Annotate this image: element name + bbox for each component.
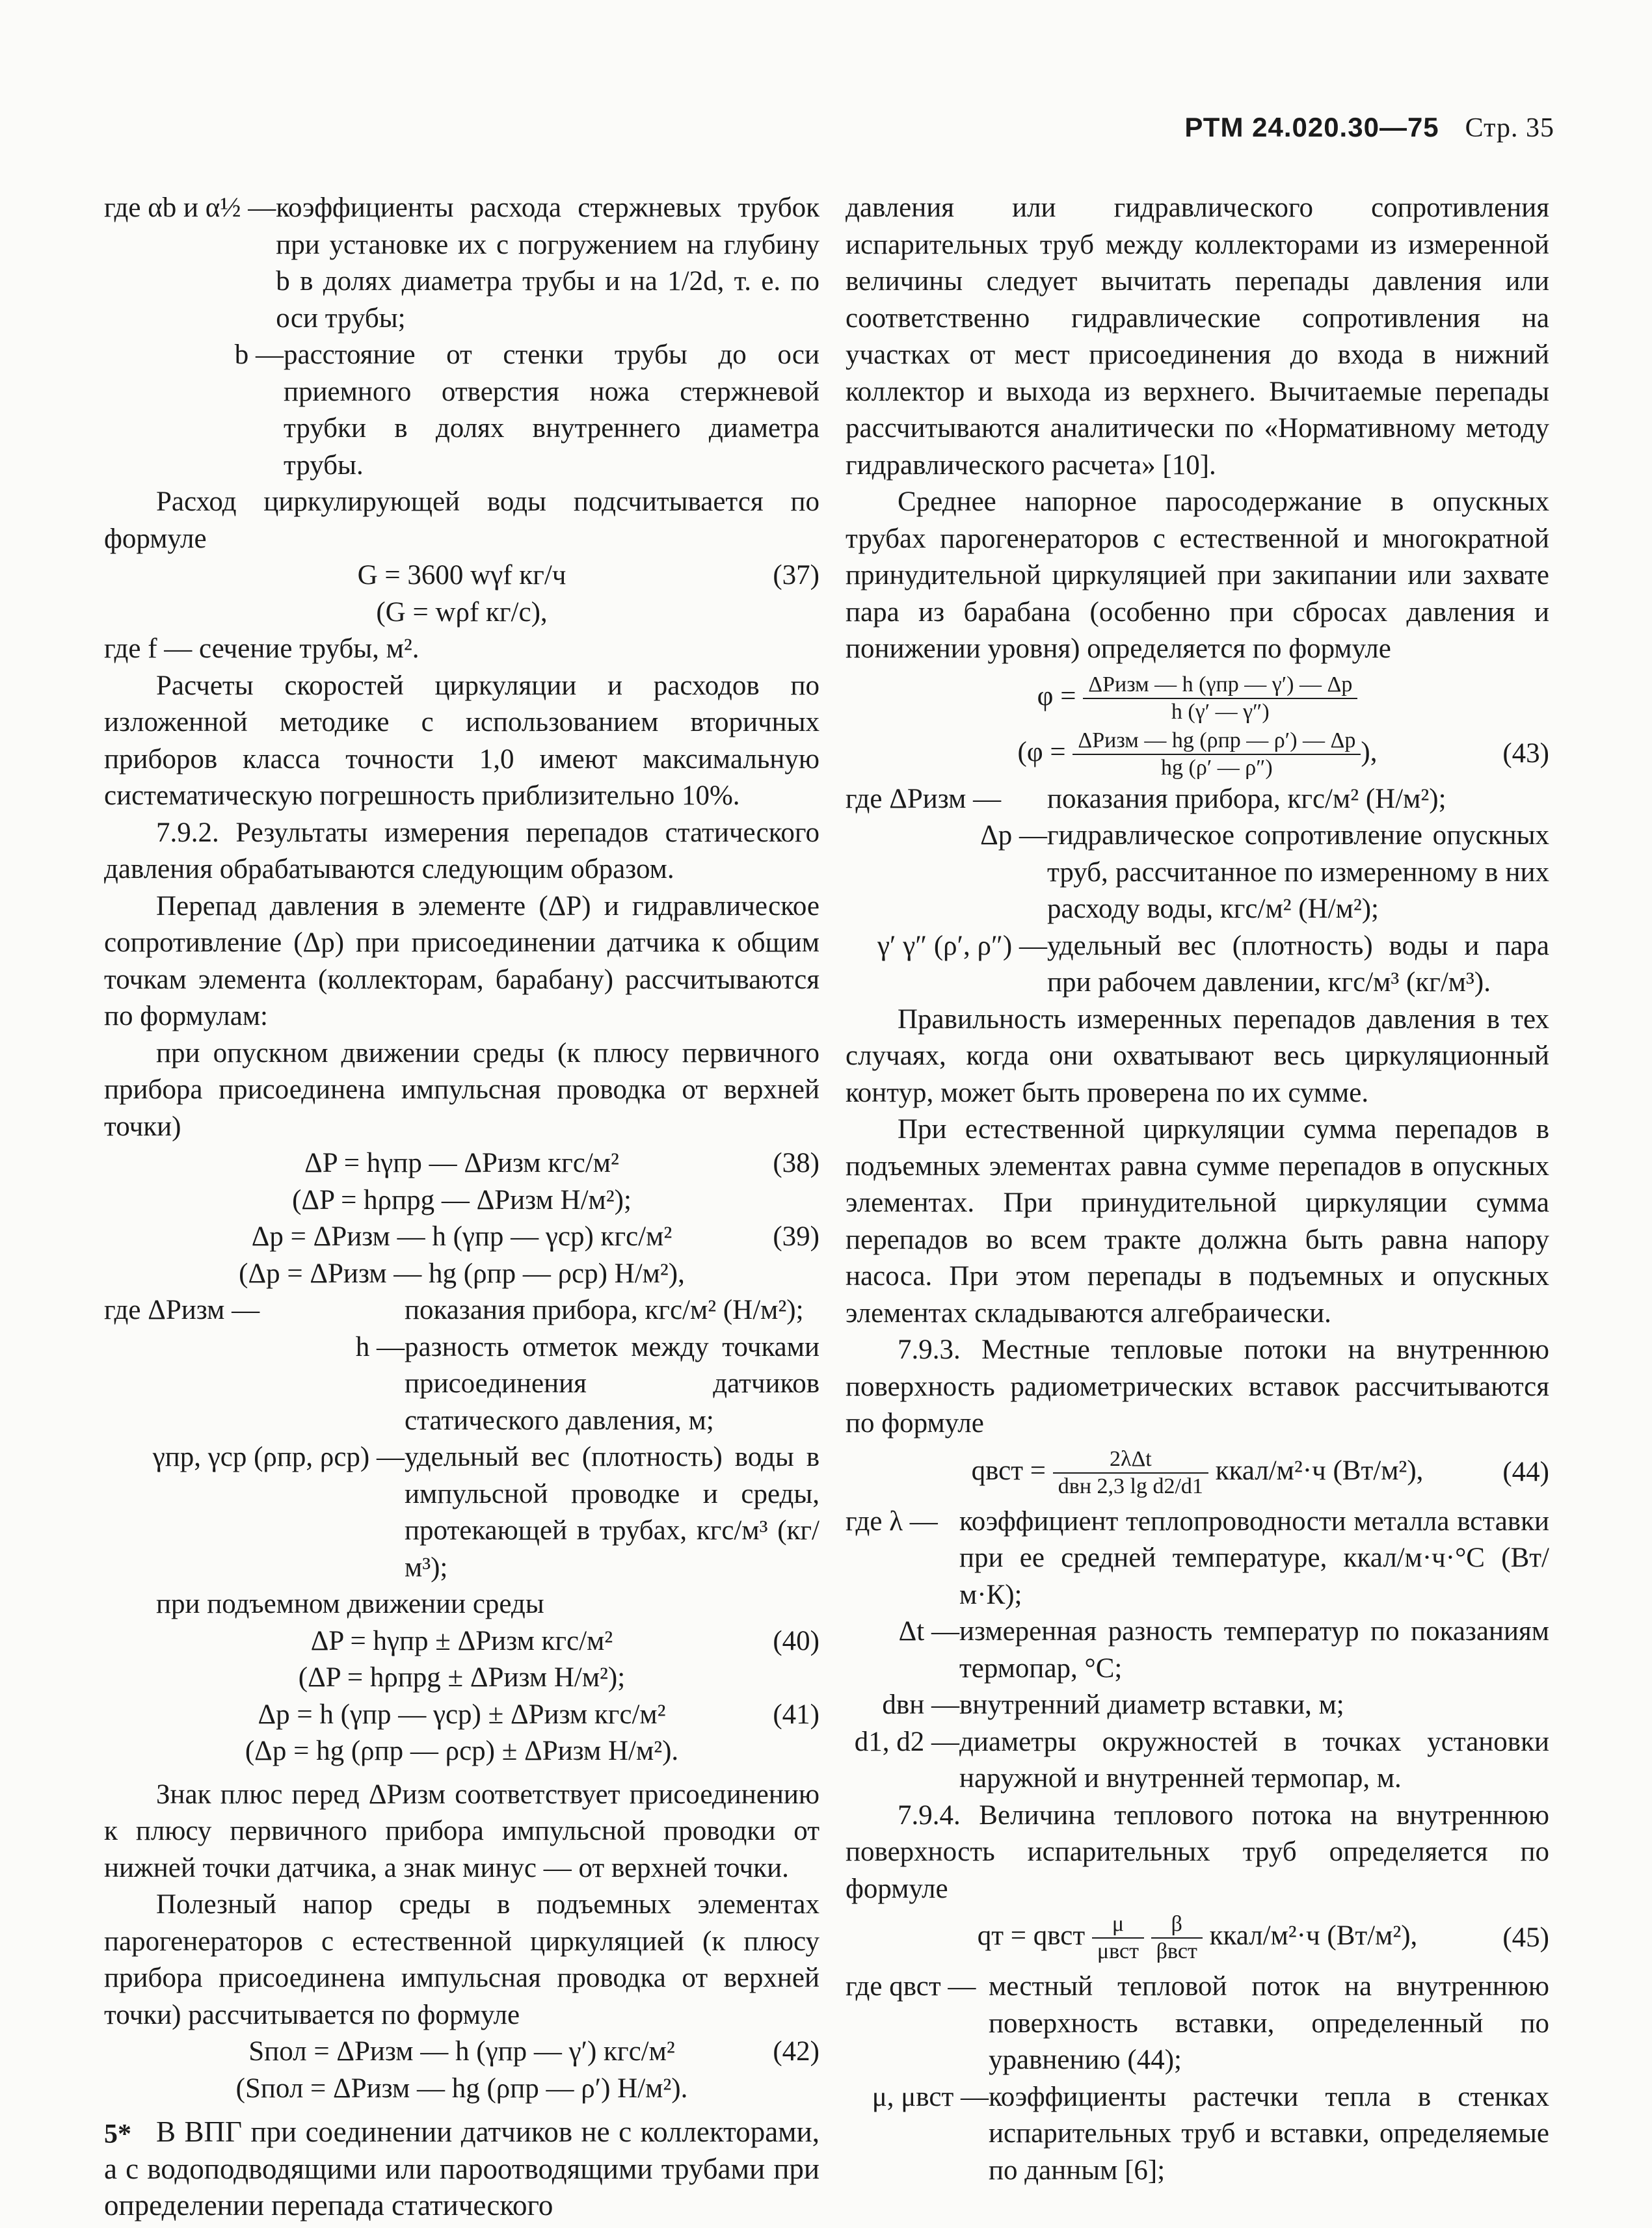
definition-text: местный тепловой поток на внутреннюю поверхность вставки, определенный по уравнению (44); (989, 1971, 1549, 2075)
paragraph: при опускном движении среды (к плюсу первичного прибора присоединена импульсная проводка от верхней точки) (104, 1037, 819, 1142)
definition-term: Δt — (898, 1616, 959, 1647)
paragraph: Расчеты скоростей циркуляции и расходов по изложенной методике с использованием вторичных приборов класса точности 1,0 имеют максимальную систематическую погрешность приблизительно 10%. (104, 670, 819, 811)
fraction-denominator: μвст (1097, 1939, 1139, 1963)
formula-number: (42) (773, 2036, 819, 2067)
definition (104, 1292, 819, 1329)
definition-text: удельный вес (плотность) воды в импульсной проводке и среды, протекающей в трубах, кгс/м³ (кг/м³); (405, 1442, 819, 1583)
paragraph: где f — сечение трубы, м². (104, 633, 420, 664)
paragraph: давления или гидравлического сопротивления испарительных труб между коллекторами из измеренной величины следует вычитать перепады давления или соответственно гидравлические сопротивления на участках от мест присоединения до входа в нижний коллектор и выхода из верхнего. Вычитаемые перепады рассчитываются аналитически по «Нормативному методу гидравлического расчета» [10]. (846, 192, 1549, 481)
formula-rhs: ккал/м²·ч (Вт/м²), (1202, 1920, 1418, 1951)
definition (104, 190, 819, 337)
formula-text: Δp = ΔPизм — h (γпр — γср) кгс/м² (251, 1221, 673, 1252)
formula-text: (ΔP = hρпрg ± ΔPизм Н/м²); (298, 1662, 626, 1693)
definition-term: где ΔPизм — (846, 783, 1002, 814)
formula-text: (ΔP = hρпрg — ΔPизм Н/м²); (292, 1184, 632, 1215)
formula-45 (846, 1911, 1549, 1965)
definition (104, 1329, 819, 1440)
formula-text: ΔP = hγпр ± ΔPизм кгс/м² (310, 1625, 613, 1656)
formula-37 (104, 557, 819, 594)
fraction (1072, 728, 1361, 781)
definition-term: где ΔPизм — (104, 1295, 260, 1325)
paragraph: 7.9.2. Результаты измерения перепадов статического давления обрабатываются следующим образом. (104, 817, 819, 884)
definition-text: диаметры окружностей в точках установки наружной и внутренней термопар, м. (959, 1726, 1549, 1794)
fraction (1083, 672, 1357, 725)
fraction (1092, 1911, 1144, 1965)
definition (846, 1687, 1549, 1724)
fraction-numerator: μ (1092, 1911, 1144, 1939)
definition (846, 1724, 1549, 1797)
formula-number: (43) (1502, 738, 1549, 769)
left-column (104, 190, 819, 2224)
definition-term: b — (234, 339, 284, 370)
formula-text: Sпол = ΔPизм — h (γпр — γ′) кгс/м² (248, 2036, 675, 2067)
definition (846, 928, 1549, 1001)
paragraph: 7.9.3. Местные тепловые потоки на внутреннюю поверхность радиометрических вставок рассчитываются по формуле (846, 1334, 1549, 1439)
fraction-numerator: 2λΔt (1053, 1446, 1208, 1474)
definition-term: Δp — (980, 820, 1047, 851)
formula-text: (Δp = ΔPизм — hg (ρпр — ρср) Н/м²), (239, 1258, 685, 1289)
document-code: РТМ 24.020.30—75 (1184, 112, 1439, 142)
definition (104, 1439, 819, 1586)
page-number: Стр. 35 (1465, 113, 1554, 143)
formula-lhs: qт = qвст (977, 1920, 1086, 1951)
paragraph: Среднее напорное паросодержание в опускных трубах парогенераторов с естественной и многократной принудительной циркуляцией при закипании или захвате пара из барабана (особенно при сбросах давления и понижении уровня) определяется по формуле (846, 486, 1549, 664)
formula-43 (846, 672, 1549, 725)
paragraph: Полезный напор среды в подъемных элементах парогенераторов с естественной циркуляцией (к плюсу прибора присоединена импульсная проводка от верхней точки) рассчитывается по формуле (104, 1889, 819, 2030)
definition-term: h — (355, 1331, 405, 1362)
definition-term: dвн — (882, 1690, 959, 1720)
formula-number: (41) (773, 1699, 819, 1730)
definition-term: где λ — (846, 1505, 938, 1537)
paragraph: 7.9.4. Величина теплового потока на внутреннюю поверхность испарительных труб определяется по формуле (846, 1799, 1549, 1904)
definition-text: разность отметок между точками присоединения датчиков статического давления, м; (405, 1331, 819, 1436)
paragraph: Перепад давления в элементе (ΔP) и гидравлическое сопротивление (Δp) при присоединении датчика к общим точкам элемента (коллекторам, барабану) рассчитываются по формулам: (104, 890, 819, 1031)
definition-text: расстояние от стенки трубы до оси приемного отверстия ножа стержневой трубки в долях внутреннего диаметра трубы. (284, 339, 819, 481)
formula-number: (45) (1502, 1922, 1549, 1953)
formula-40-si (104, 1660, 819, 1697)
formula-44 (846, 1446, 1549, 1500)
definition-term: μ, μвст — (872, 2081, 989, 2112)
page-header (1184, 112, 1554, 144)
fraction (1053, 1446, 1208, 1500)
formula-38-si (104, 1182, 819, 1219)
fraction-numerator: ΔPизм — h (γпр — γ′) — Δp (1083, 672, 1357, 699)
formula-number: (39) (773, 1221, 819, 1252)
definition-text: удельный вес (плотность) воды и пара при рабочем давлении, кгс/м³ (кг/м³). (1047, 930, 1549, 998)
formula-39 (104, 1219, 819, 1256)
paragraph: при подъемном движении среды (156, 1589, 544, 1619)
definition-text: измеренная разность температур по показаниям термопар, °C; (959, 1616, 1549, 1684)
definition-term: где qвст — (846, 1971, 976, 2002)
formula-38 (104, 1145, 819, 1182)
formula-number: (38) (773, 1148, 819, 1178)
definition (846, 1969, 1549, 2079)
definition-text: коэффициент теплопроводности металла вставки при ее средней температуре, ккал/м·ч·°C (Вт/м·К); (959, 1505, 1549, 1610)
fraction-numerator: β (1151, 1911, 1203, 1939)
formula-text: Δp = h (γпр — γср) ± ΔPизм кгс/м² (258, 1699, 666, 1730)
paragraph: Расход циркулирующей воды подсчитывается по формуле (104, 486, 819, 554)
formula-text: (Δp = hg (ρпр — ρср) ± ΔPизм Н/м²). (245, 1736, 679, 1766)
paragraph: При естественной циркуляции сумма перепадов в подъемных элементах равна сумме перепадов в опускных элементах. При принудительной циркуляции сумма перепадов во всем тракте должна быть равна напору насоса. При этом перепады в подъемных и опускных элементах складываются алгебраически. (846, 1114, 1549, 1329)
fraction-denominator: hg (ρ′ — ρ″) (1161, 755, 1273, 780)
fraction-denominator: βвст (1156, 1939, 1197, 1963)
paragraph: В ВПГ при соединении датчиков не с коллекторами, а с водоподводящими или пароотводящими трубами при определении перепада статического (104, 2115, 819, 2221)
formula-rhs: ккал/м²·ч (Вт/м²), (1208, 1455, 1424, 1486)
formula-text: ΔP = hγпр — ΔPизм кгс/м² (304, 1148, 619, 1178)
formula-lhs: qвст = (971, 1455, 1046, 1486)
formula-lhs: (φ = (1017, 736, 1066, 767)
formula-39-si (104, 1256, 819, 1293)
signature-mark: 5* (104, 2119, 131, 2149)
formula-37-si (104, 594, 819, 631)
definition-text: показания прибора, кгс/м² (Н/м²); (1047, 783, 1446, 814)
right-column (846, 190, 1549, 2189)
fraction (1151, 1911, 1203, 1965)
definition-term: где αb и α½ — (104, 192, 276, 223)
definition-text: коэффициенты расхода стержневых трубок при установке их с погружением на глубину b в долях диаметра трубы и на 1/2d, т. е. по оси трубы; (276, 192, 819, 334)
paragraph: Правильность измеренных перепадов давления в тех случаях, когда они охватывают весь циркуляционный контур, может быть проверена по их сумме. (846, 1003, 1549, 1108)
formula-43-si (846, 728, 1549, 781)
formula-41-si (104, 1733, 819, 1770)
fraction-denominator: dвн 2,3 lg d2/d1 (1058, 1474, 1203, 1498)
fraction-denominator: h (γ′ — γ″) (1171, 699, 1270, 724)
formula-text: (G = wρf кг/с), (376, 596, 548, 628)
formula-lhs: φ = (1037, 680, 1076, 711)
fraction-numerator: ΔPизм — hg (ρпр — ρ′) — Δp (1072, 728, 1361, 755)
definition (846, 1504, 1549, 1614)
formula-42 (104, 2034, 819, 2071)
definition-text: коэффициенты растечки тепла в стенках испарительных труб и вставки, определяемые по данным [6]; (989, 2081, 1549, 2186)
definition-term: γ′ γ″ (ρ′, ρ″) — (877, 930, 1047, 961)
definition (846, 2079, 1549, 2190)
formula-text: G = 3600 wγf кг/ч (357, 560, 566, 590)
formula-42-si (104, 2071, 819, 2108)
definition-text: гидравлическое сопротивление опускных труб, рассчитанное по измеренному в них расходу воды, кгс/м² (Н/м²); (1047, 820, 1549, 924)
definition (104, 337, 819, 484)
definition (846, 781, 1549, 818)
paragraph: Знак плюс перед ΔPизм соответствует присоединению к плюсу первичного прибора импульсной проводки от нижней точки датчика, а знак минус — от верхней точки. (104, 1779, 819, 1883)
formula-text: (Sпол = ΔPизм — hg (ρпр — ρ′) Н/м²). (235, 2073, 688, 2104)
definition (846, 817, 1549, 928)
formula-rhs: ), (1361, 736, 1378, 767)
definition-text: внутренний диаметр вставки, м; (959, 1690, 1344, 1720)
formula-number: (44) (1502, 1457, 1549, 1488)
formula-41 (104, 1697, 819, 1734)
formula-40 (104, 1623, 819, 1660)
definition (846, 1613, 1549, 1687)
formula-number: (40) (773, 1625, 819, 1656)
formula-number: (37) (773, 560, 819, 590)
definition-term: d1, d2 — (854, 1726, 959, 1757)
definition-term: γпр, γср (ρпр, ρср) — (152, 1442, 405, 1472)
definition-text: показания прибора, кгс/м² (Н/м²); (405, 1295, 804, 1325)
